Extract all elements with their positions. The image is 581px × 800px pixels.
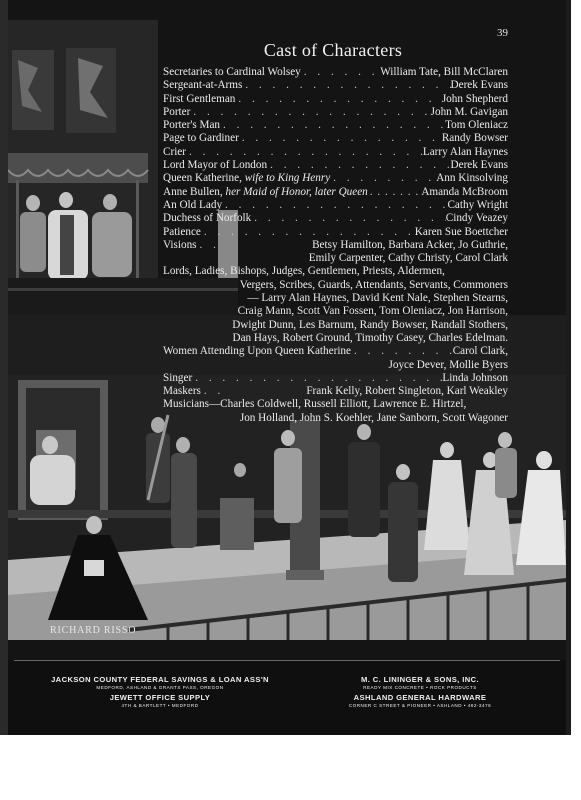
actor-name: Ann Kinsolving <box>436 172 508 185</box>
leader-dots <box>368 186 422 199</box>
role-name: Duchess of Norfolk <box>163 212 252 225</box>
actor-name: Randy Bowser <box>441 132 508 145</box>
actor-name: Larry Alan Haynes <box>422 145 508 158</box>
actor-name: Linda Johnson <box>442 371 508 384</box>
sponsor-address: CORNER C STREET & PIONEER • ASHLAND • 482-3476 <box>348 703 492 708</box>
role-name <box>163 172 330 185</box>
musicians-line: Musicians—Charles Coldwell, Russell Elliott, Lawrence E. Hirtzel, <box>163 398 467 411</box>
cast-row <box>163 93 508 106</box>
sponsor-ad <box>320 675 520 690</box>
leader-dots <box>242 79 450 92</box>
actor-name: Cindy Veazey <box>445 212 508 225</box>
cast-row-maskers <box>163 385 508 398</box>
photo-credit: RICHARD RISSO <box>50 625 137 636</box>
actor-name: William Tate, Bill McClaren <box>380 66 508 78</box>
actor-name: John Shepherd <box>441 92 508 105</box>
role-name: Porter's Man <box>163 119 221 132</box>
sponsor-name: JACKSON COUNTY FEDERAL SAVINGS & LOAN ASS'N <box>51 675 269 684</box>
leader-dots <box>201 385 229 398</box>
leader-dots <box>190 106 430 119</box>
role-name <box>163 186 368 199</box>
leader-dots <box>330 172 436 185</box>
actor-name: Karen Sue Boettcher <box>414 225 508 238</box>
leader-dots <box>239 132 442 145</box>
musicians-line: Jon Holland, John S. Koehler, Jane Sanborn, Scott Wagoner <box>239 411 508 424</box>
ensemble-line: — Larry Alan Haynes, David Kent Nale, Stephen Stearns, <box>247 292 508 305</box>
cast-row <box>163 186 508 199</box>
cast-row <box>163 226 508 239</box>
actor-name: Derek Evans <box>450 159 508 172</box>
ensemble-line: Dan Hays, Robert Ground, Timothy Casey, Charles Edelman. <box>232 331 508 344</box>
cast-row <box>163 79 508 92</box>
ensemble-line: Dwight Dunn, Les Barnum, Randy Bowser, Randall Stothers, <box>232 318 508 331</box>
leader-dots <box>220 119 445 132</box>
role-name: Porter <box>163 105 191 118</box>
leader-dots <box>186 146 423 159</box>
leader-dots <box>197 239 223 252</box>
leader-dots <box>201 226 415 239</box>
role-name-text: Anne Bullen, <box>163 185 226 198</box>
ensemble-line: Craig Mann, Scott Van Fossen, Tom Oleniacz, Jon Harrison, <box>237 305 508 318</box>
role-name: Page to Gardiner <box>163 132 239 145</box>
leader-dots <box>235 93 441 106</box>
page-number: 39 <box>497 27 508 39</box>
role-name: First Gentleman <box>163 92 236 105</box>
sponsor-address: READY MIX CONCRETE • ROCK PRODUCTS <box>363 685 477 690</box>
cast-row <box>163 119 508 132</box>
sponsor-address: 4TH & BARTLETT • MEDFORD <box>121 703 199 708</box>
actor-name: Cathy Wright <box>447 198 508 211</box>
role-name-text: Queen Katherine, <box>163 172 245 185</box>
leader-dots <box>301 66 380 79</box>
actor-name: John M. Gavigan <box>430 105 508 118</box>
cast-row <box>163 199 508 212</box>
leader-dots <box>251 212 446 225</box>
sponsor-ad <box>300 693 540 708</box>
cast-row <box>163 159 508 172</box>
actor-continuation: Joyce Dever, Mollie Byers <box>388 358 508 371</box>
role-name: Patience <box>163 225 201 238</box>
sponsor-address: MEDFORD, ASHLAND & GRANTS PASS, OREGON <box>96 685 224 690</box>
actor-name: Amanda McBroom <box>421 185 508 198</box>
page-title: Cast of Characters <box>263 40 403 60</box>
leader-dots <box>267 159 450 172</box>
role-name: An Old Lady <box>163 198 223 211</box>
cast-row-singer <box>163 372 508 385</box>
cast-list <box>163 66 508 425</box>
role-name: Women Attending Upon Queen Katherine <box>163 345 351 358</box>
ensemble-line: Lords, Ladies, Bishops, Judges, Gentlemen, Priests, Aldermen, <box>163 265 445 278</box>
role-name: Visions <box>163 238 197 251</box>
page-binding-edge <box>0 0 8 735</box>
sponsor-name: M. C. LININGER & SONS, INC. <box>361 675 479 684</box>
role-name: Secretaries to Cardinal Wolsey <box>163 66 301 78</box>
actor-name: Betsy Hamilton, Barbara Acker, Jo Guthrie, <box>312 238 508 251</box>
actor-name: Derek Evans <box>450 79 508 92</box>
ads-divider <box>14 660 560 661</box>
cast-row <box>163 132 508 145</box>
sponsor-ad <box>80 693 240 708</box>
sponsor-name: JEWETT OFFICE SUPPLY <box>109 693 211 702</box>
sponsor-ad <box>40 675 280 690</box>
role-name: Lord Mayor of London <box>163 159 268 172</box>
cast-row-visions <box>163 239 508 252</box>
actor-name: Tom Oleniacz <box>445 119 508 132</box>
cast-row <box>163 212 508 225</box>
role-name: Maskers <box>163 385 201 398</box>
role-description: her Maid of Honor, later Queen <box>225 185 368 198</box>
actor-name: Carol Clark, <box>452 345 508 358</box>
sponsor-name: ASHLAND GENERAL HARDWARE <box>353 693 487 702</box>
leader-dots <box>222 199 447 212</box>
cast-row-women <box>163 345 508 358</box>
cast-row <box>163 146 508 159</box>
role-name: Crier <box>163 145 186 158</box>
cast-row <box>163 66 508 79</box>
actor-name: Frank Kelly, Robert Singleton, Karl Weakley <box>306 385 508 398</box>
leader-dots <box>192 372 442 385</box>
role-name: Singer <box>163 371 193 384</box>
role-name: Sergeant-at-Arms <box>163 79 243 92</box>
cast-row <box>163 172 508 185</box>
ensemble-line: Vergers, Scribes, Guards, Attendants, Servants, Commoners <box>239 278 508 291</box>
leader-dots <box>351 345 453 358</box>
role-description: wife to King Henry <box>244 172 331 185</box>
actor-continuation: Emily Carpenter, Cathy Christy, Carol Clark <box>308 252 508 265</box>
page-right-edge <box>566 0 571 735</box>
cast-row <box>163 106 508 119</box>
